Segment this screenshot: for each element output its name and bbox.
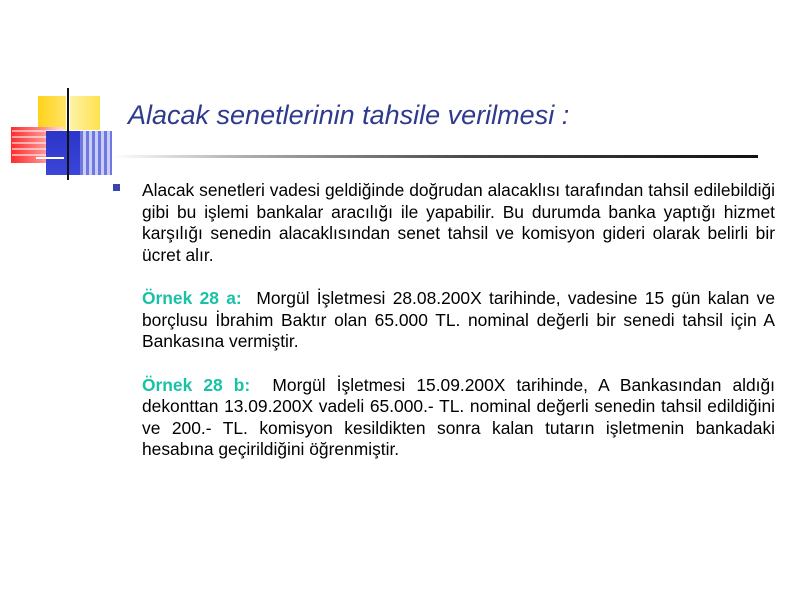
logo-yellow-square-light <box>70 96 100 130</box>
logo-horizontal-line <box>36 157 64 159</box>
example-label: Örnek 28 a: <box>142 288 242 308</box>
title-divider <box>112 155 758 158</box>
example-28a <box>142 288 775 353</box>
decorative-logo <box>0 0 120 190</box>
example-label: Örnek 28 b: <box>142 374 251 395</box>
logo-vertical-line <box>67 88 69 180</box>
example-text: Morgül İşletmesi 15.09.200X tarihinde, A Bankasından aldığı dekonttan 13.09.200X vadeli 65.000.- TL. nominal değerli senedin tahsil edildiğini ve 200.- TL. komisyon kesildikten sonra kalan tutarın işletmenin bankadaki hesabına geçirildiğini öğrenmiştir. <box>142 374 776 459</box>
bullet-square-icon <box>113 184 120 191</box>
example-text: Morgül İşletmesi 28.08.200X tarihinde, vadesine 15 gün kalan ve borçlusu İbrahim Baktır olan 65.000 TL. nominal değerli bir senedi tahsil için A Bankasına vermiştir. <box>142 288 776 351</box>
slide-title: Alacak senetlerinin tahsile verilmesi : <box>128 100 570 130</box>
bullet-paragraph: Alacak senetleri vadesi geldiğinde doğrudan alacaklısı tarafından tahsil edilebildiği gibi bu işlemi bankalar aracılığı ile yapabilir. Bu durumda banka yaptığı hizmet karşılığı senedin alacaklısından senet tahsil ve komisyon gideri olarak belirli bir ücret alır. <box>142 180 775 265</box>
logo-yellow-square <box>38 96 66 130</box>
slide-content <box>142 180 775 461</box>
logo-blue-square-light <box>80 131 112 175</box>
example-28b <box>142 375 775 461</box>
logo-blue-square <box>46 131 80 175</box>
